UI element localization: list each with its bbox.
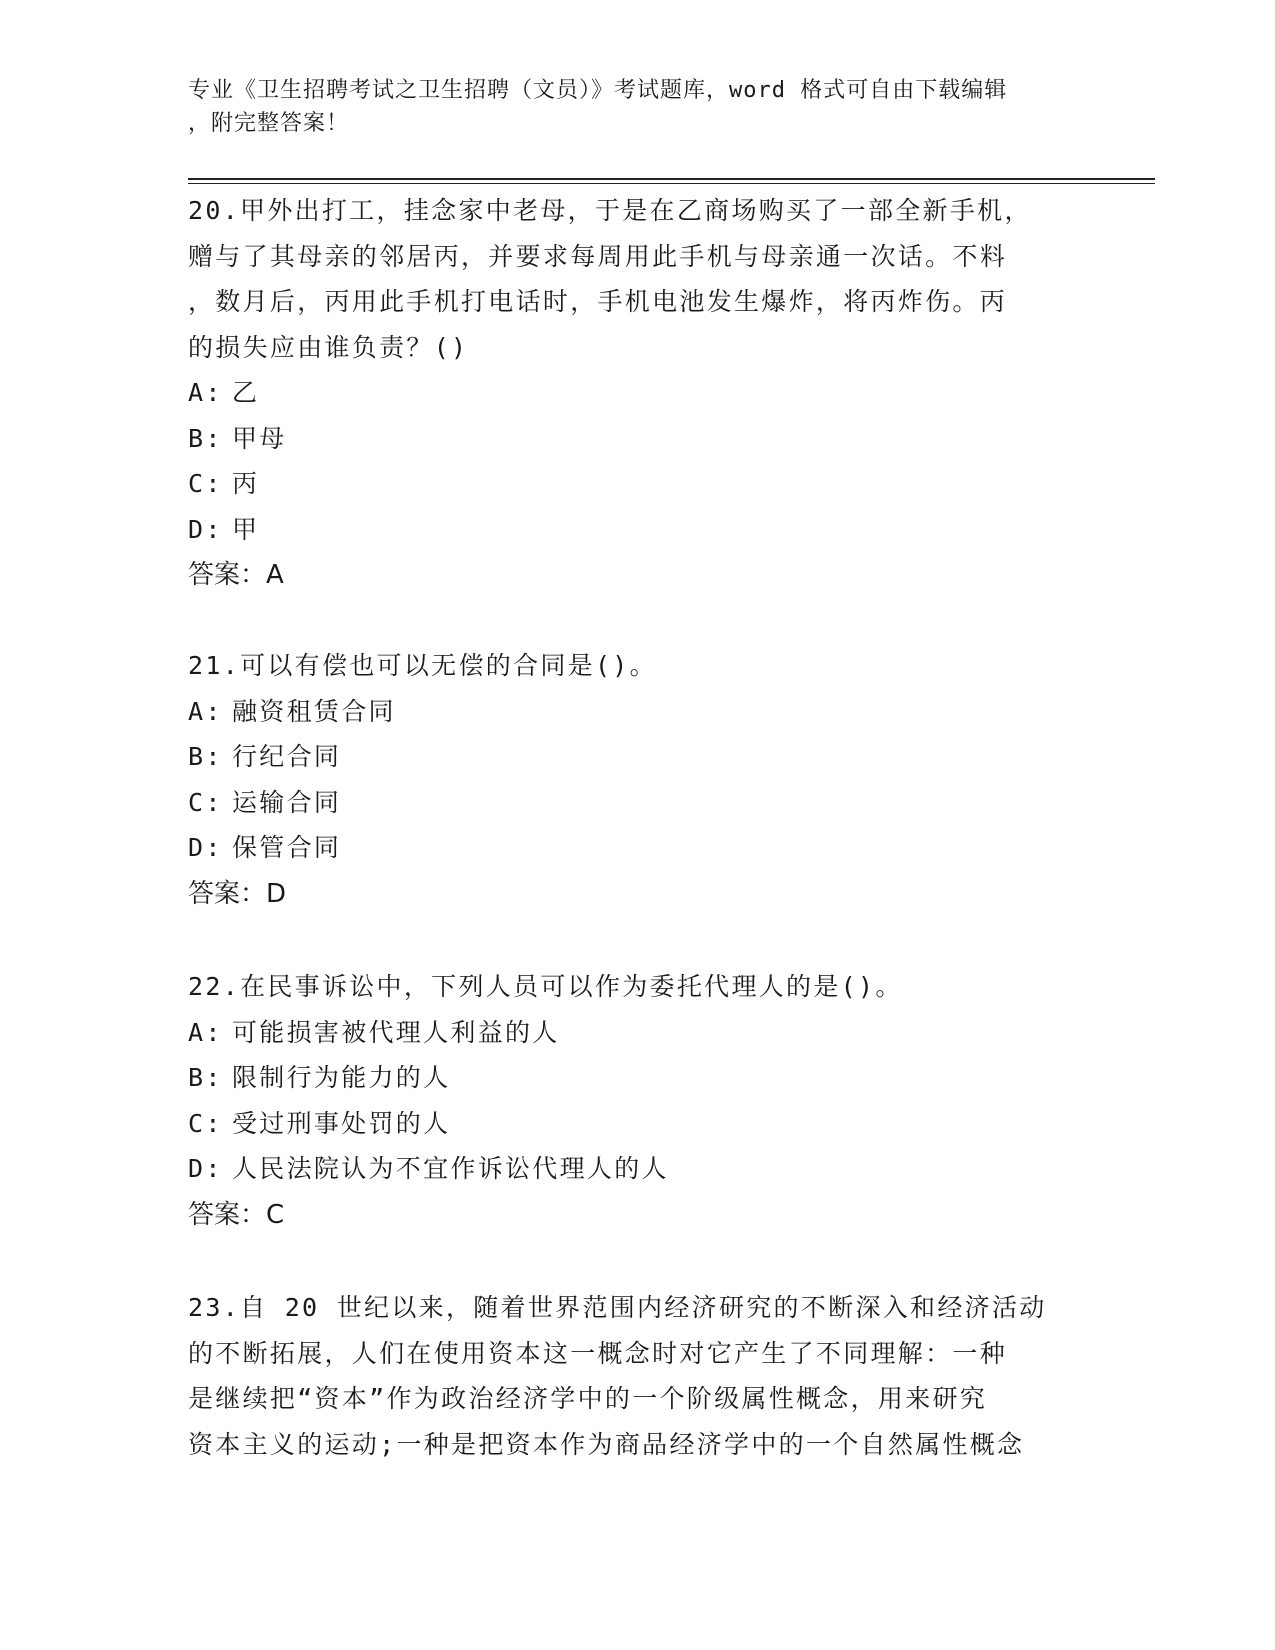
question-stem-line: 是继续把“资本”作为政治经济学中的一个阶级属性概念，用来研究	[188, 1384, 988, 1413]
option-c	[188, 1101, 1088, 1147]
answer-label: 答案：	[188, 1199, 267, 1230]
question-stem-line: 的不断拓展，人们在使用资本这一概念时对它产生了不同理解：一种	[188, 1338, 1008, 1368]
option-key: C:	[188, 469, 223, 498]
option-key: D:	[188, 514, 223, 544]
question-stem-line: 20.甲外出打工，挂念家中老母，于是在乙商场购买了一部全新手机，	[188, 196, 1032, 225]
question-stem-line: 21.可以有偿也可以无偿的合同是()。	[188, 651, 657, 680]
answer-label: 答案：	[188, 878, 267, 909]
question-stem-line: 赠与了其母亲的邻居丙，并要求每周用此手机与母亲通一次话。不料	[188, 241, 1008, 271]
option-text: 受过刑事处罚的人	[232, 1108, 451, 1138]
option-a	[188, 1010, 1088, 1056]
option-key: A:	[188, 1017, 223, 1047]
question-21	[188, 643, 1088, 917]
option-key: D:	[188, 833, 223, 862]
option-text: 甲母	[232, 423, 287, 453]
question-22	[188, 964, 1088, 1238]
answer-line	[188, 1192, 1088, 1238]
question-stem-line: 资本主义的运动;一种是把资本作为商品经济学中的一个自然属性概念	[188, 1429, 1025, 1459]
answer-value: D	[266, 878, 287, 909]
document-header	[188, 74, 1068, 140]
option-key: A:	[188, 378, 223, 407]
question-stem-line: 23.自 20 世纪以来，随着世界范围内经济研究的不断深入和经济活动	[188, 1293, 1047, 1322]
option-text: 保管合同	[232, 833, 342, 862]
answer-label: 答案：	[188, 560, 267, 590]
option-b	[188, 734, 1088, 780]
option-text: 可能损害被代理人利益的人	[232, 1017, 560, 1047]
header-line-1: 专业《卫生招聘考试之卫生招聘（文员）》考试题库，word 格式可自由下载编辑	[188, 78, 1008, 103]
option-d	[188, 825, 1088, 871]
option-text: 甲	[232, 514, 260, 544]
option-key: C:	[188, 1108, 223, 1138]
question-stem-line: 的损失应由谁负责？()	[188, 332, 469, 362]
option-text: 乙	[232, 378, 260, 407]
answer-value: C	[266, 1199, 285, 1230]
option-d	[188, 1146, 1088, 1192]
option-a	[188, 689, 1088, 735]
answer-value: A	[266, 560, 284, 590]
option-text: 融资租赁合同	[232, 696, 396, 726]
option-text: 限制行为能力的人	[232, 1063, 451, 1092]
option-key: A:	[188, 696, 223, 726]
answer-line	[188, 552, 1088, 598]
option-a	[188, 370, 1088, 416]
question-23	[188, 1285, 1088, 1467]
header-divider-thick	[188, 178, 1155, 180]
option-key: D:	[188, 1154, 223, 1183]
question-stem-line: ，数月后，丙用此手机打电话时，手机电池发生爆炸，将丙炸伤。丙	[188, 287, 1008, 316]
option-text: 人民法院认为不宜作诉讼代理人的人	[232, 1154, 669, 1183]
option-key: B:	[188, 1063, 223, 1092]
option-b	[188, 416, 1088, 462]
option-c	[188, 461, 1088, 507]
option-c	[188, 780, 1088, 826]
option-b	[188, 1055, 1088, 1101]
option-key: B:	[188, 423, 223, 453]
option-text: 运输合同	[232, 787, 342, 817]
answer-line	[188, 871, 1088, 917]
header-line-2: ，附完整答案！	[188, 111, 350, 136]
option-key: C:	[188, 787, 223, 817]
header-divider-thin	[188, 183, 1155, 184]
option-text: 丙	[232, 469, 260, 498]
question-20	[188, 188, 1088, 598]
question-stem-line: 22.在民事诉讼中，下列人员可以作为委托代理人的是()。	[188, 972, 903, 1001]
option-d	[188, 507, 1088, 553]
option-key: B:	[188, 742, 223, 771]
option-text: 行纪合同	[232, 742, 342, 771]
